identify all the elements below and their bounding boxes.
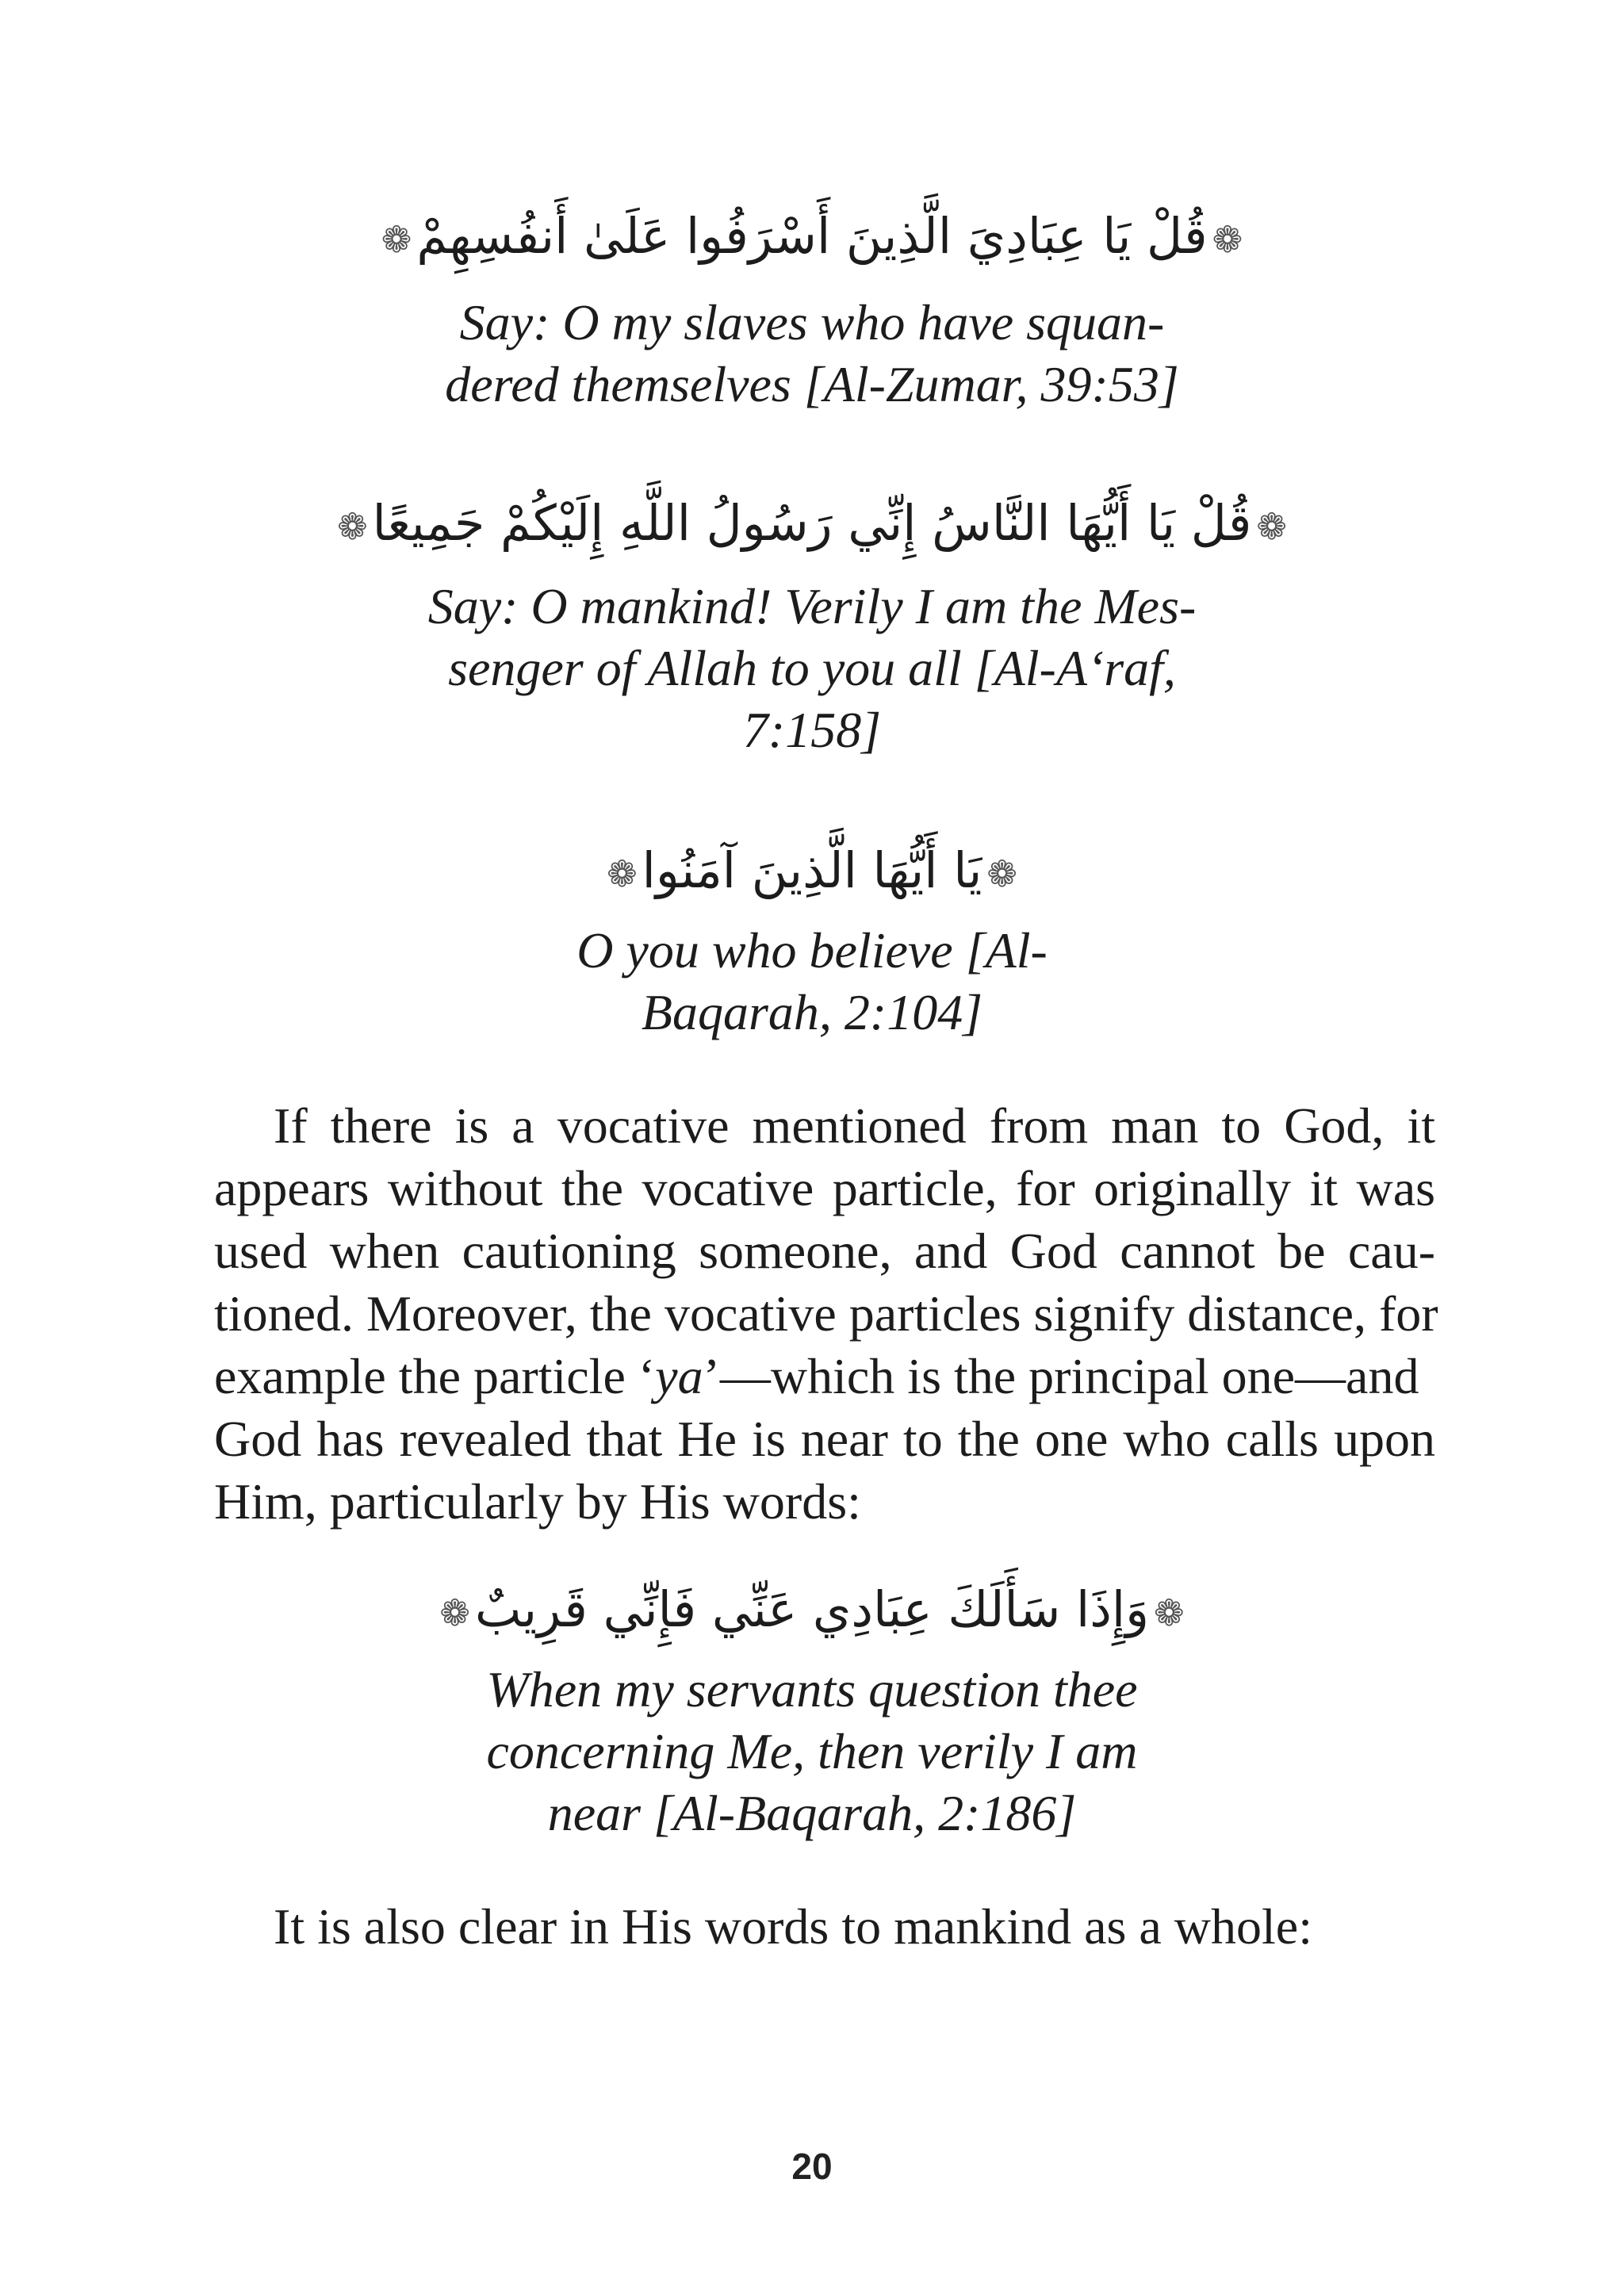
arabic-verse-text: وَإِذَا سَأَلَكَ عِبَادِي عَنِّي فَإِنِّي قَرِيبٌ (474, 1580, 1150, 1638)
paragraph-line: If there is a vocative mentioned from man to God, it (274, 1097, 1435, 1154)
translation-line: near [Al-Baqarah, 2:186] (547, 1785, 1077, 1841)
arabic-verse-text: يَا أَيُّهَا الَّذِينَ آمَنُوا (642, 841, 982, 899)
paragraph-text: example the particle ‘ (214, 1348, 656, 1404)
arabic-verse-2 (0, 492, 1624, 558)
verse-translation-2 (0, 576, 1624, 761)
paragraph-line: Him, particularly by His words: (214, 1473, 861, 1530)
translation-line: O you who believe [Al- (576, 922, 1048, 978)
translation-line: 7:158] (742, 702, 882, 758)
paragraph-line: appears without the vocative particle, for originally it was (214, 1160, 1435, 1216)
verse-ornament-close-icon: ❁ (337, 504, 368, 548)
verse-ornament-close-icon: ❁ (381, 217, 412, 261)
verse-translation-1 (0, 292, 1624, 415)
paragraph-text: ’—which is the principal one—and (703, 1348, 1419, 1404)
particle-ya: ya (655, 1348, 703, 1404)
verse-ornament-close-icon: ❁ (607, 852, 638, 895)
page-number: 20 (791, 2146, 833, 2187)
translation-line: Say: O mankind! Verily I am the Mes- (427, 578, 1197, 634)
translation-line: senger of Allah to you all [Al-A‘raf, (448, 640, 1176, 696)
paragraph-line: God has revealed that He is near to the one who calls upon (214, 1411, 1435, 1467)
translation-line: When my servants question thee (486, 1661, 1138, 1718)
translation-line: dered themselves [Al-Zumar, 39:53] (445, 356, 1179, 412)
verse-translation-4 (0, 1659, 1624, 1844)
paragraph-line: It is also clear in His words to mankind as a whole: (274, 1898, 1312, 1955)
verse-ornament-open-icon: ❁ (1212, 217, 1243, 261)
arabic-verse-4 (0, 1578, 1624, 1645)
verse-translation-3 (0, 920, 1624, 1044)
verse-ornament-open-icon: ❁ (1154, 1591, 1185, 1634)
arabic-verse-1 (0, 205, 1624, 271)
paragraph-line: used when cautioning someone, and God cannot be cau- (214, 1223, 1435, 1279)
arabic-verse-text: قُلْ يَا عِبَادِيَ الَّذِينَ أَسْرَفُوا عَلَىٰ أَنفُسِهِمْ (416, 207, 1208, 265)
arabic-verse-text: قُلْ يَا أَيُّهَا النَّاسُ إِنِّي رَسُولُ اللَّهِ إِلَيْكُمْ جَمِيعًا (372, 494, 1252, 552)
translation-line: Say: O my slaves who have squan- (459, 294, 1165, 350)
verse-ornament-open-icon: ❁ (1256, 504, 1287, 548)
paragraph-line (214, 1345, 1435, 1407)
paragraph-line: tioned. Moreover, the vocative particles signify distance, for (214, 1285, 1438, 1342)
verse-ornament-close-icon: ❁ (439, 1591, 470, 1634)
body-paragraph-1 (214, 1094, 1438, 1533)
translation-line: Baqarah, 2:104] (641, 984, 983, 1040)
verse-ornament-open-icon: ❁ (986, 852, 1017, 895)
body-paragraph-2 (214, 1895, 1435, 1958)
arabic-verse-3 (0, 839, 1624, 906)
translation-line: concerning Me, then verily I am (486, 1723, 1138, 1779)
